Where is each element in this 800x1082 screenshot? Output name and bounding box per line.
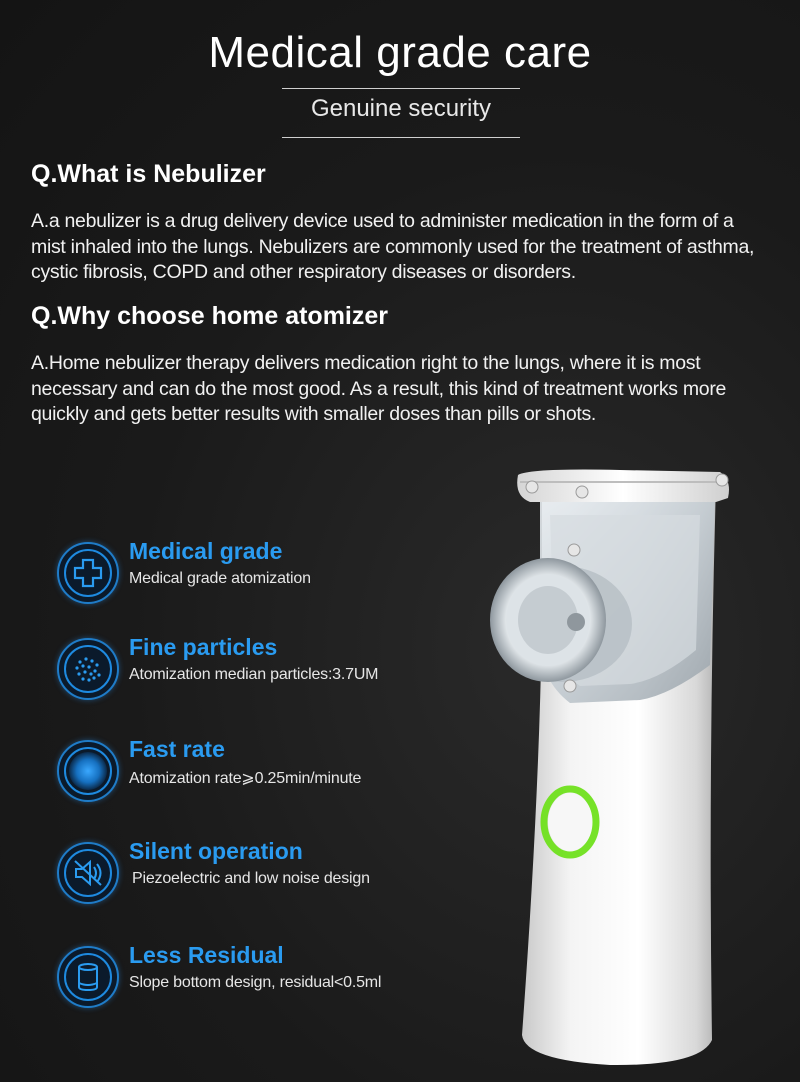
feature-title: Medical grade [129,538,283,564]
medical-cross-icon [57,542,119,604]
feature-title: Fine particles [129,634,278,660]
hero-subtitle: Genuine security [310,95,492,122]
feature-title: Silent operation [129,838,303,864]
nebulizer-device-image [470,460,800,1082]
feature-title: Fast rate [129,736,225,762]
feature-description: Slope bottom design, residual<0.5ml [129,974,382,991]
feature-description: Medical grade atomization [129,570,311,587]
faq-question-1: Q.What is Nebulizer [31,160,266,188]
faq-question-2: Q.Why choose home atomizer [31,302,389,330]
hero-subtitle-frame [282,88,520,138]
feature-less-residual [57,942,417,1016]
feature-description: Atomization rate⩾0.25min/minute [129,770,362,787]
feature-fine-particles [57,634,417,708]
particles-icon [57,638,119,700]
feature-medical-grade [57,538,417,612]
feature-fast-rate [57,736,417,810]
hero-title: Medical grade care [208,28,592,77]
feature-title: Less Residual [129,942,284,968]
fast-rate-icon [57,740,119,802]
cup-icon [57,946,119,1008]
feature-description: Piezoelectric and low noise design [132,870,370,887]
feature-silent-operation [57,838,417,912]
feature-description: Atomization median particles:3.7UM [129,666,379,683]
faq-answer-2: A.Home nebulizer therapy delivers medication right to the lungs, where it is most necessary and can do the most good. As a result, this kind of treatment works more quickly and gets better results with smaller doses than pills or shots. [31,352,727,425]
faq-answer-1: A.a nebulizer is a drug delivery device used to administer medication in the form of a mist inhaled into the lungs. Nebulizers are commonly used for the treatment of asthma, cystic fibrosis, COPD and other respiratory diseases or disorders. [31,210,755,283]
mute-speaker-icon [57,842,119,904]
